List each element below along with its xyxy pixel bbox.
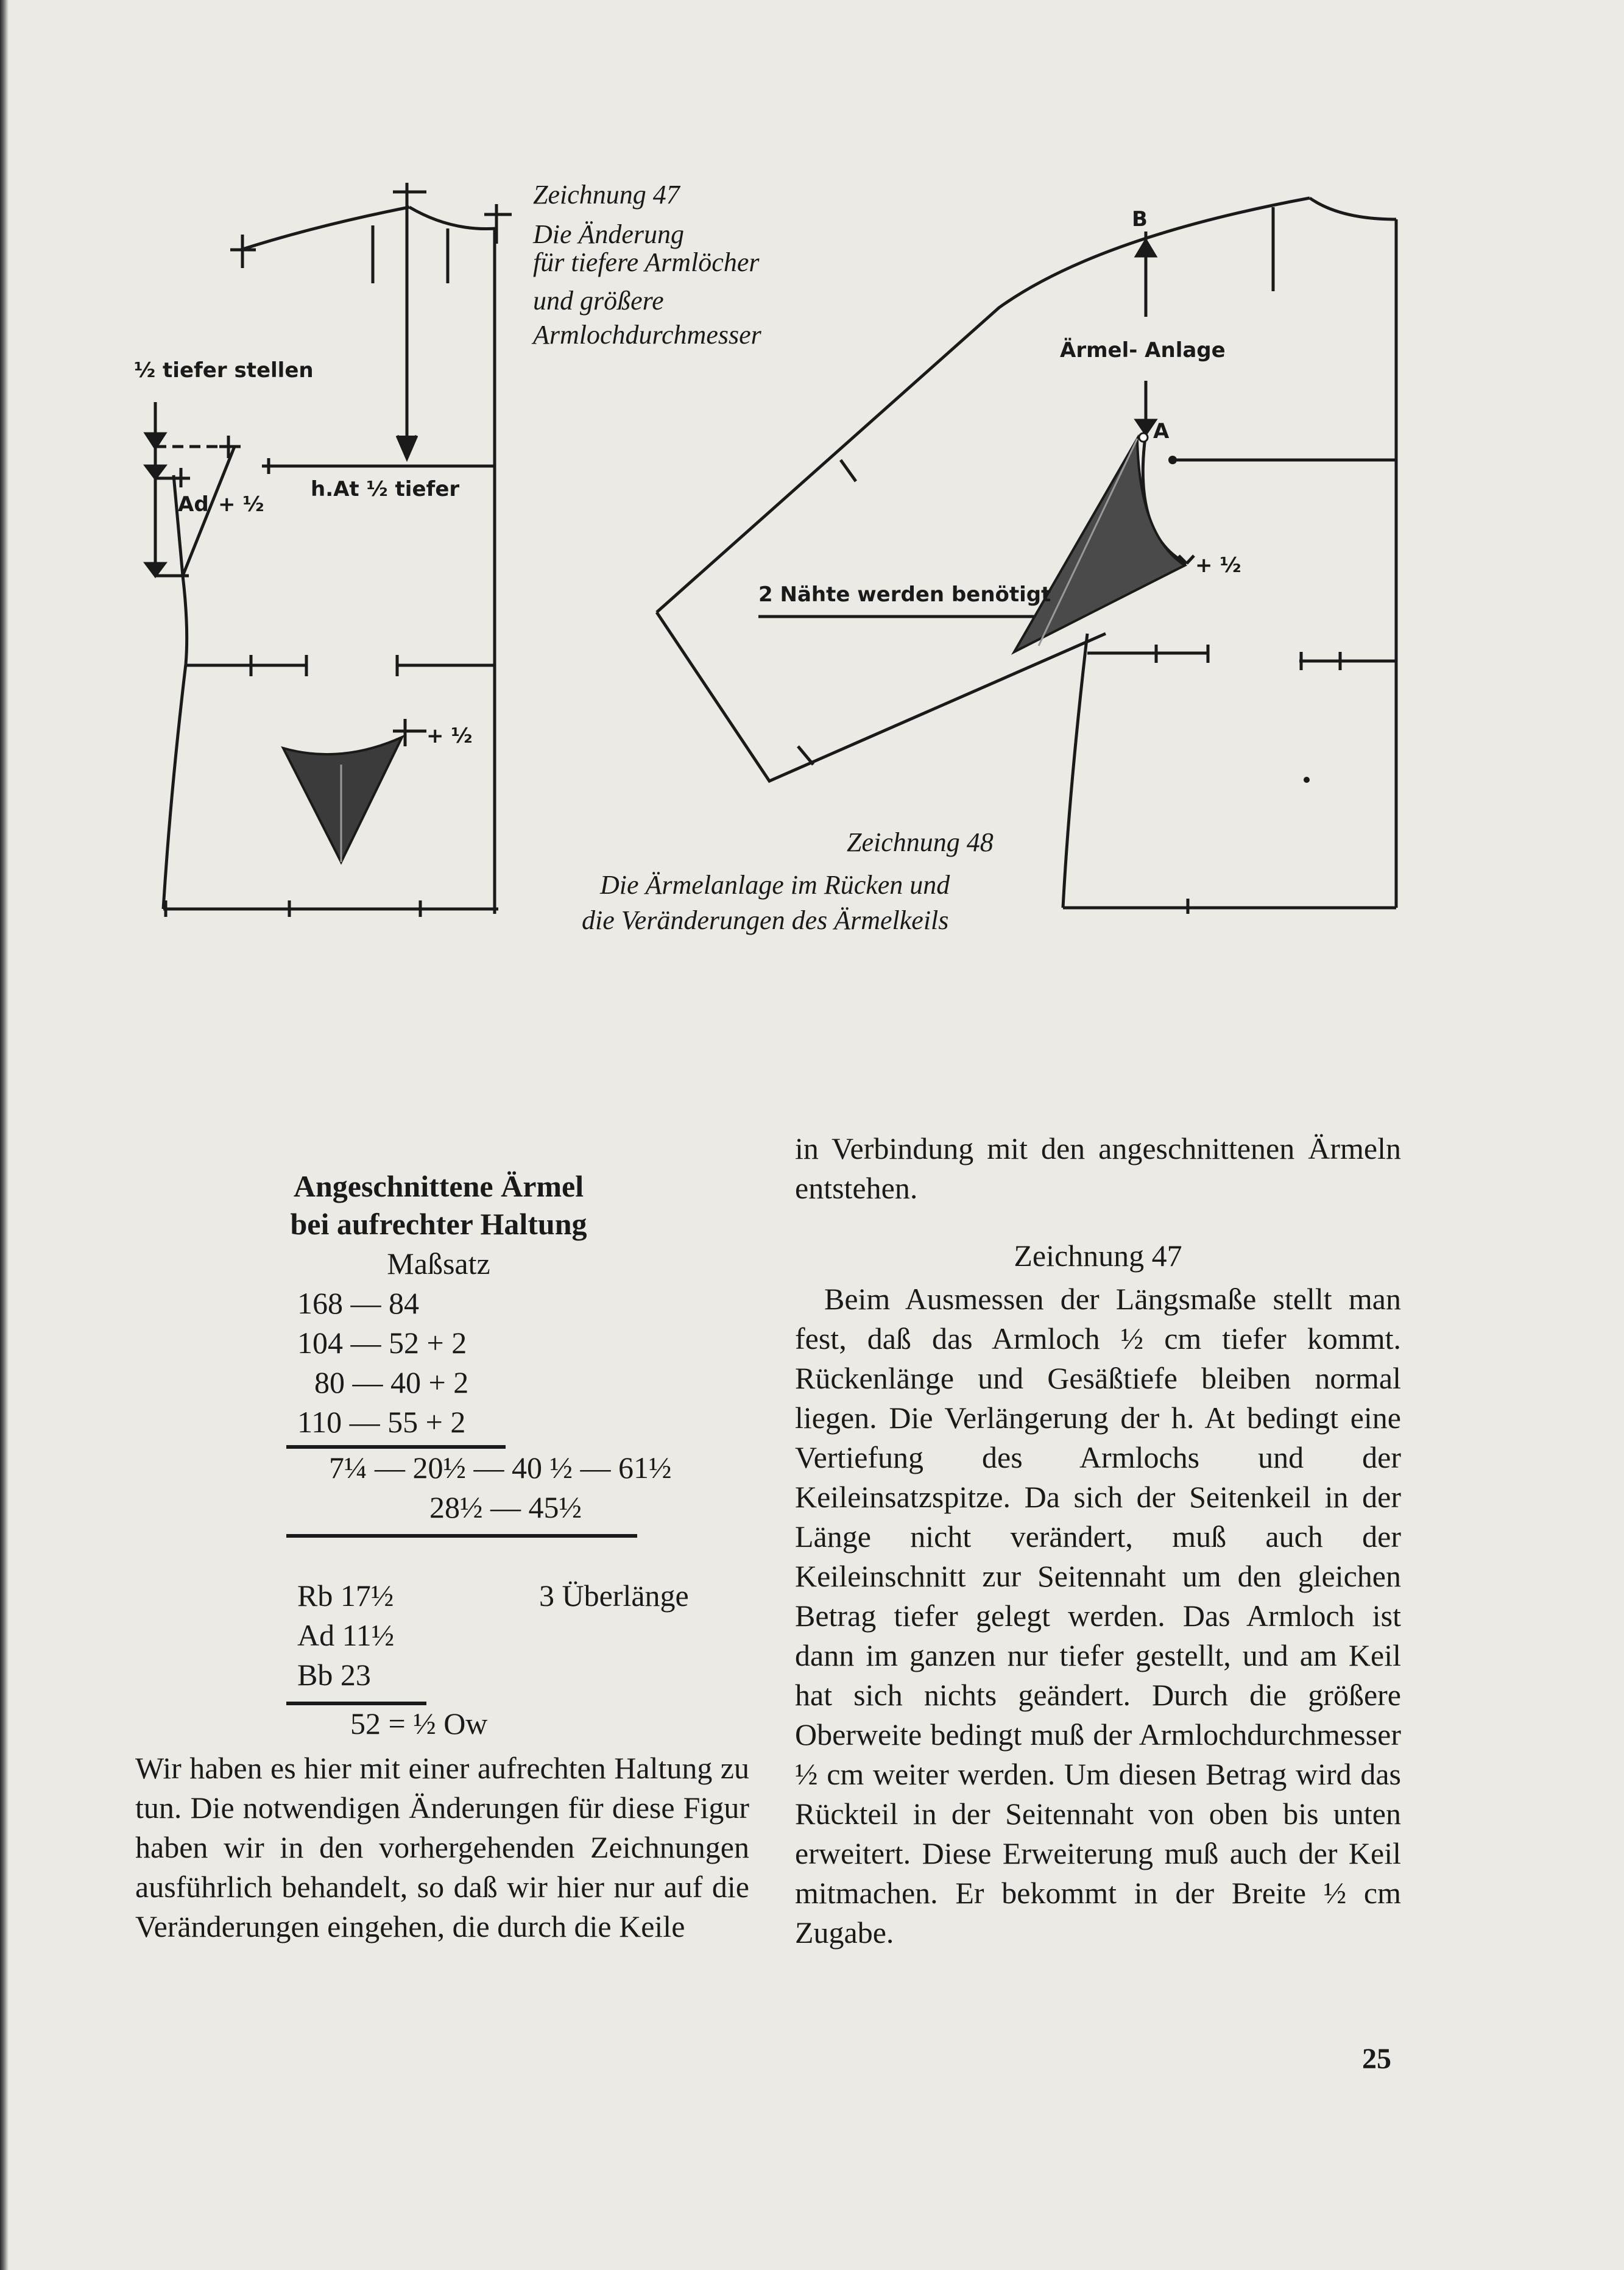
- sum-rule-long: [286, 1534, 637, 1538]
- fig48-label-armel-anlage: Ärmel- Anlage: [1060, 338, 1226, 362]
- fig47-caption-line: für tiefere Armlöcher: [533, 247, 760, 277]
- fig48-label-naehte: 2 Nähte werden benötigt: [758, 582, 1051, 607]
- measure-row: 104 — 52 + 2: [297, 1326, 467, 1360]
- masssatz-label: Maßsatz: [387, 1246, 490, 1281]
- right-heading: Zeichnung 47: [1014, 1239, 1182, 1273]
- sum-line-2: 28½ — 45½: [429, 1490, 582, 1524]
- sum-rule-short: [286, 1445, 506, 1449]
- fig47-caption-line: Zeichnung 47: [533, 180, 680, 210]
- left-paragraph: Wir haben es hier mit einer aufrechten Haltung zu tun. Die notwendigen Änderungen für diese Figur haben wir in den vorhergehenden Zeichnungen ausführlich behandelt, so daß wir hier nur auf die Veränderungen eingehen, die durch die Keile: [135, 1751, 749, 1943]
- total-rule: [286, 1702, 426, 1705]
- measure-ad: Ad 11½: [297, 1618, 395, 1652]
- right-paragraph: Beim Ausmessen der Längsmaße stellt man fest, daß das Armloch ½ cm tiefer kommt. Rückenlänge und Gesäßtiefe bleiben normal liegen. Die Verlängerung der h. At bedingt eine Vertiefung des Armlochs und der Keileinsatzspitze. Da sich der Seitenkeil in der Länge nicht verändert, muß auch der Keileinschnitt zur Seitennaht um den gleichen Betrag tiefer gelegt werden. Das Armloch ist dann im ganzen nur tiefer gestellt, und am Keil hat sich nichts geändert. Durch die größere Oberweite bedingt muß der Armlochdurchmesser ½ cm weiter werden. Um diesen Betrag wird das Rückteil in der Seitennaht von oben bis unten erweitert. Diese Erweiterung muß auch der Keil mitmachen. Er bekommt in der Breite ½ cm Zugabe.: [795, 1282, 1401, 1950]
- right-intro: in Verbindung mit den angeschnittenen Ärmeln entstehen.: [795, 1131, 1401, 1205]
- measure-row: 168 — 84: [297, 1286, 419, 1320]
- fig47-label-tiefer-stellen: ½ tiefer stellen: [134, 358, 314, 383]
- fig48-caption-line: Die Ärmelanlage im Rücken und: [600, 870, 950, 900]
- measure-bb: Bb 23: [297, 1658, 371, 1692]
- fig47-label-plus-half-gusset: + ½: [426, 724, 473, 748]
- fig48-caption-line: die Veränderungen des Ärmelkeils: [582, 905, 949, 935]
- fig48-label-a: A: [1153, 419, 1170, 444]
- fig48-label-b: B: [1132, 207, 1148, 232]
- left-heading-2: bei aufrechter Haltung: [290, 1207, 587, 1241]
- fig47-caption-line: und größere: [533, 286, 664, 316]
- fig48-label-plus-half: + ½: [1195, 553, 1241, 578]
- measure-row: 80 — 40 + 2: [314, 1365, 469, 1399]
- measure-ueberlaenge: 3 Überlänge: [539, 1579, 689, 1613]
- fig47-label-plus-half: + ½: [218, 492, 264, 517]
- left-heading-1: Angeschnittene Ärmel: [293, 1169, 584, 1203]
- page-number: 25: [1362, 2043, 1391, 2075]
- fig48-caption-line: Zeichnung 48: [847, 827, 994, 857]
- sum-line-1: 7¼ — 20½ — 40 ½ — 61½: [329, 1451, 672, 1485]
- fig47-caption-line: Armlochdurchmesser: [533, 320, 761, 350]
- measure-total: 52 = ½ Ow: [350, 1706, 488, 1741]
- measure-rb: Rb 17½: [297, 1579, 394, 1613]
- measure-row: 110 — 55 + 2: [297, 1405, 466, 1439]
- fig47-label-hat: h.At ½ tiefer: [311, 477, 460, 501]
- fig47-caption-line: Die Änderung: [533, 219, 685, 249]
- fig47-label-ad: Ad: [178, 492, 209, 517]
